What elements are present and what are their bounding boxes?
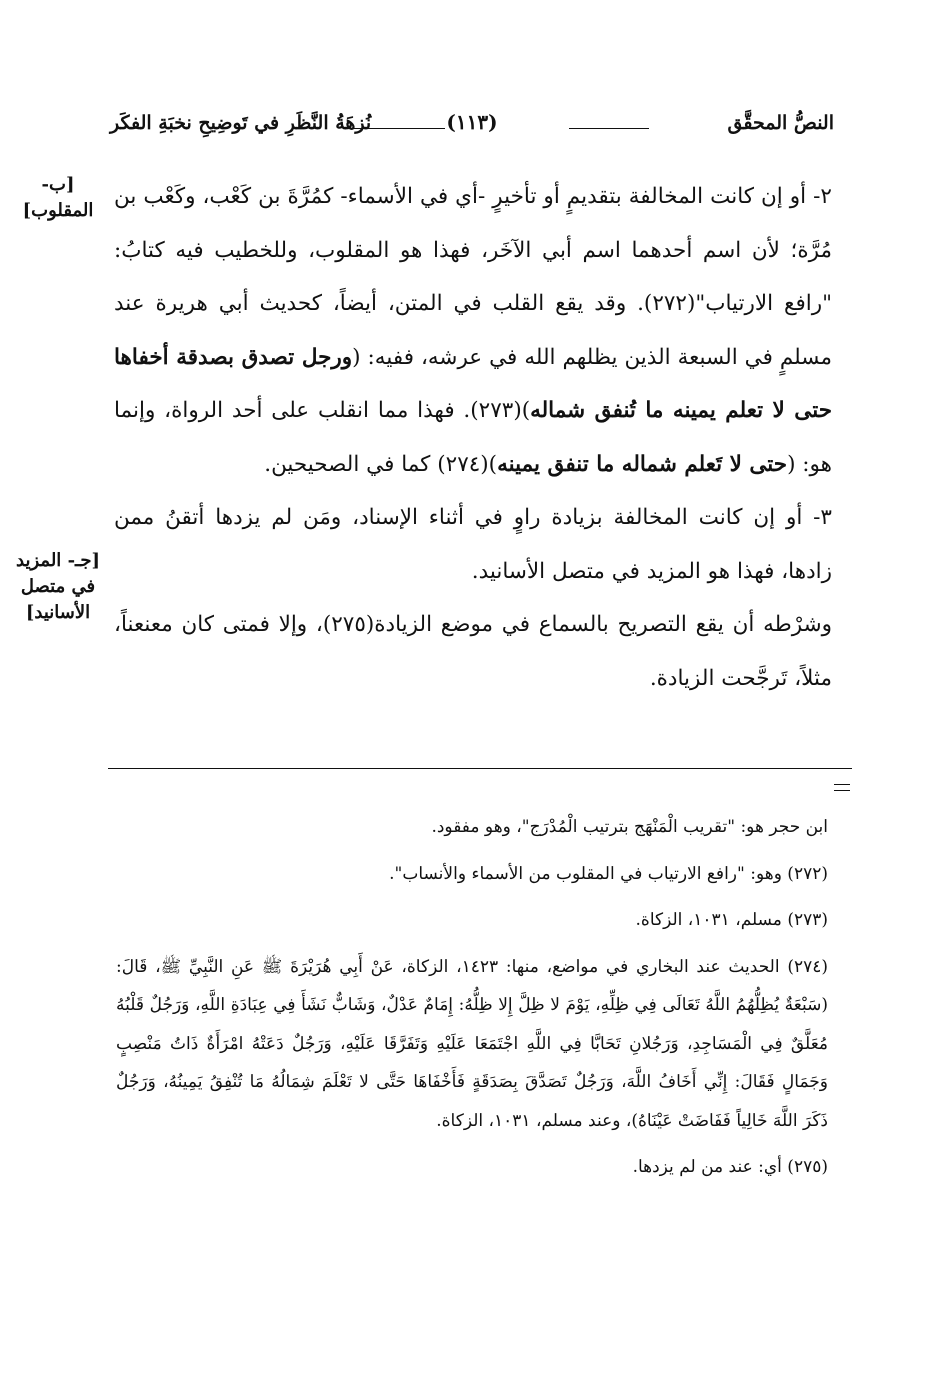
paragraph-text: وشرْطه أن يقع التصريح بالسماع في موضع الزيادة(٢٧٥)، وإلا فمتى كان معنعناً، مثلاً، تَرجَّحت الزيادة. xyxy=(114,612,832,691)
running-header xyxy=(110,108,834,142)
margin-note-maqlub: [ب- المقلوب] xyxy=(22,174,94,221)
paragraph-text: )(٢٧٤) كما في الصحيحين. xyxy=(264,451,498,477)
footnote-274: (٢٧٤) الحديث عند البخاري في مواضع، منها: ١٤٢٣، الزكاة، عَنْ أَبِي هُرَيْرَةَ ﷺ عَنِ النَّبِيِّ ﷺ، قَالَ: (سَبْعَةٌ يُظِلُّهُمُ اللَّهُ تَعَالَى فِي ظِلِّهِ، يَوْمَ لا ظِلَّ إِلا ظِلُّهُ: إِمَامٌ عَدْلٌ، وَشَابٌّ نَشَأَ فِي عِبَادَةِ اللَّهِ، وَرَجُلٌ قَلْبُهُ مُعَلَّقٌ فِي الْمَسَاجِدِ، وَرَجُلانِ تَحَابَّا فِي اللَّهِ اجْتَمَعَا عَلَيْهِ وَتَفَرَّقَا عَلَيْهِ، وَرَجُلٌ دَعَتْهُ امْرَأَةٌ ذَاتُ مَنْصِبٍ وَجَمَالٍ فَقَالَ: إِنِّي أَخَافُ اللَّهَ، وَرَجُلٌ تَصَدَّقَ بِصَدَقَةٍ فَأَخْفَاهَا حَتَّى لا تَعْلَمَ شِمَالُهُ مَا تُنْفِقُ يَمِينُهُ، وَرَجُلٌ ذَكَرَ اللَّهَ خَالِياً فَفَاضَتْ عَيْنَاهُ)، وعند مسلم، ١٠٣١، الزكاة. xyxy=(116,956,829,1131)
footnote-275: (٢٧٥) أي: عند من لم يزدها. xyxy=(632,1157,828,1177)
paragraph-text: أو إن كانت المخالفة بتقديمٍ أو تأخيرٍ -أي في الأسماء- كمُرَّةَ بن كَعْب، وكَعْب بن مُرَّة؛ لأن اسم أحدهما اسم أبي الآخَر، فهذا هو المقلوب، وللخطيب فيه كتابُ: "رافع الارتياب"(٢٧٢). وقد يقع القلب في المتن، أيضاً، كحديث أبي هريرة عند مسلمٍ في السبعة الذين يظلهم الله في عرشه، ففيه: ( xyxy=(114,184,832,370)
paragraph-text: )(٢٧٣). فهذا مما انقلب على أحد الرواة، وإنما هو: ( xyxy=(114,398,832,477)
page-number: (١١٣) xyxy=(446,110,498,134)
paragraph-text: أو إن كانت المخالفة بزيادة راوٍ في أثناء الإسناد، ومَن لم يزدها أتقنُ ممن زادها، فهذا هو المزيد في متصل الأسانيد. xyxy=(114,505,832,584)
hadith-quote-bold: ورجل تصدق بصدقة أخفاها حتى لا تعلم يمينه ما تُنفق شماله xyxy=(114,344,832,423)
paragraph-3 xyxy=(114,491,832,598)
footnotes xyxy=(116,808,828,1195)
paragraph-4 xyxy=(114,598,832,705)
paragraph-number: ٢- xyxy=(813,184,832,209)
hadith-quote-bold: حتى لا تَعلم شماله ما تنفق يمينه xyxy=(497,451,788,477)
main-text xyxy=(114,170,832,705)
header-book-title: نُزهَةُ النَّظَرِ في تَوضِيحِ نخبَةِ الفكَر xyxy=(110,112,372,134)
footnote-273: (٢٧٣) مسلم، ١٠٣١، الزكاة. xyxy=(635,910,828,930)
margin-note-mazid: [جـ- المزيد في متصل الأسانيد] xyxy=(16,550,100,623)
footnote-separator xyxy=(108,768,852,769)
header-section-title: النصُّ المحقَّق xyxy=(727,112,834,134)
footnote-continuation-mark xyxy=(834,790,850,791)
footnote-continuation-mark xyxy=(834,784,850,785)
footnote-272: (٢٧٢) وهو: "رافع الارتياب في المقلوب من الأسماء والأنساب". xyxy=(389,863,828,884)
header-rule-right xyxy=(569,128,649,129)
footnote-continued: ابن حجر هو: "تقريب الْمَنْهَج بترتيب الْمُدْرَج"، وهو مفقود. xyxy=(431,817,828,837)
paragraph-number: ٣- xyxy=(813,505,832,530)
paragraph-2 xyxy=(114,170,832,491)
